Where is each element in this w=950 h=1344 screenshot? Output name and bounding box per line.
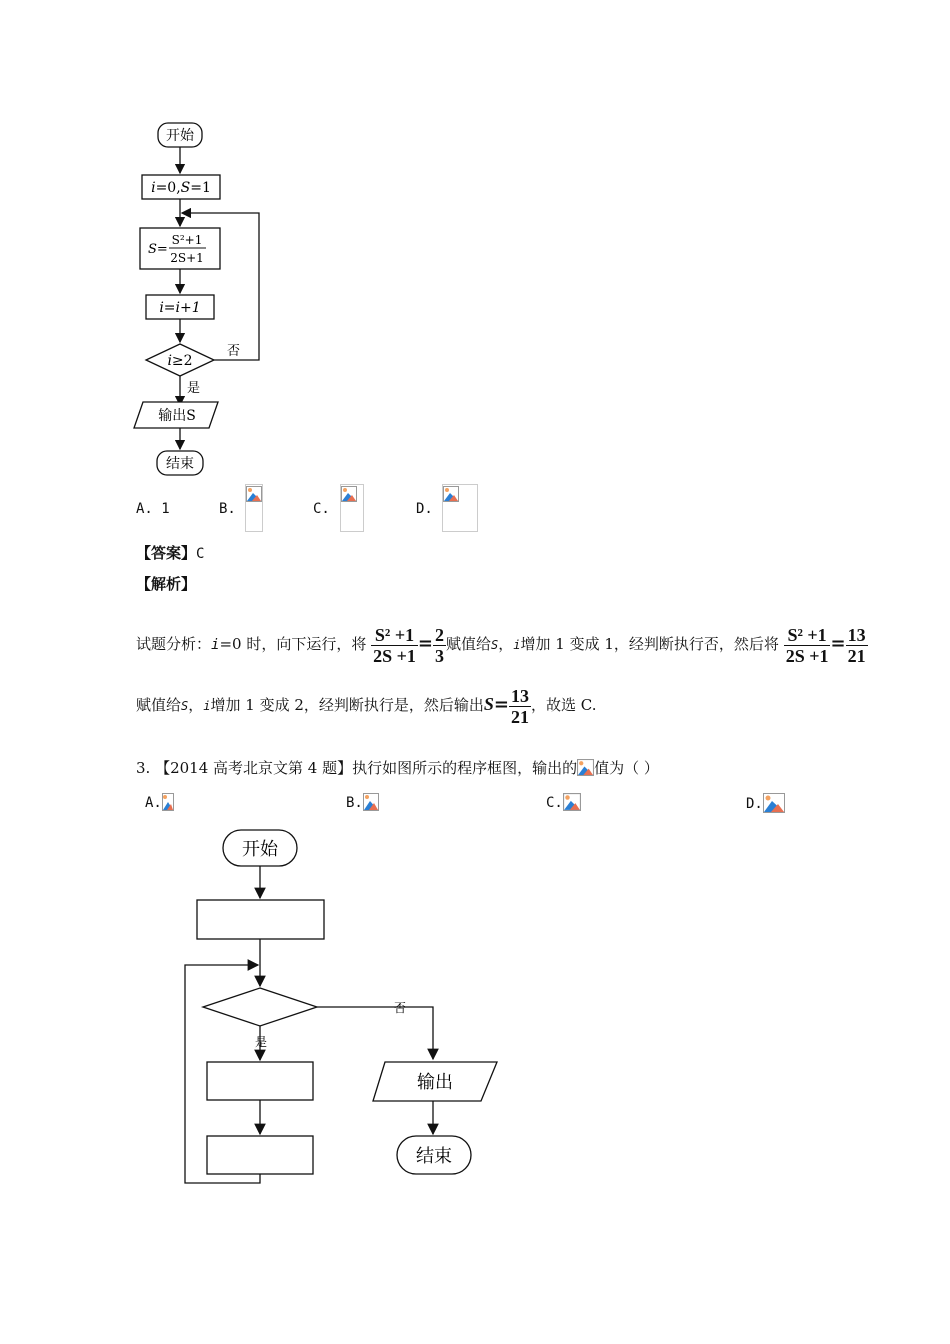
flow1-decision-label: i≥2 xyxy=(167,353,193,369)
flow2-no-label: 否 xyxy=(393,1001,407,1015)
flow2-init-box xyxy=(197,900,324,939)
flow1-yes-label: 是 xyxy=(187,381,201,396)
q3-title: 3. 【2014 高考北京文第 4 题】执行如图所示的程序框图，输出的 值为（ ） xyxy=(136,759,659,777)
flow2-yes-label: 是 xyxy=(255,1035,268,1049)
flowchart-2 xyxy=(175,820,515,1190)
flow1-frac-den: 2S+1 xyxy=(170,251,204,265)
answer-prefix: 【答案】 xyxy=(136,544,197,562)
flow2-process-box-2 xyxy=(207,1136,313,1174)
q3-option-b: B. xyxy=(346,793,379,813)
flow2-start-label: 开始 xyxy=(242,839,278,860)
q2-option-b: B. xyxy=(219,501,236,517)
image-placeholder-icon xyxy=(162,793,174,811)
analysis-line-1: 试题分析：i=0 时，向下运行，将 $\frac{\text{S² +1}}{2S +1}$ = $\frac{2}{3}$ 赋值给S，i增加 1 变成 1，经判断执行否，然后将 $\frac{\text{S² +1}}{2S +1}$ = $\frac{13}{21}$ xyxy=(136,624,866,666)
answer-line xyxy=(136,543,204,564)
image-placeholder-icon xyxy=(563,793,581,811)
flow1-frac-num: S²+1 xyxy=(171,233,203,247)
q2-option-c: C. xyxy=(313,501,330,517)
flow2-end-label: 结束 xyxy=(416,1146,452,1167)
flow2-process-box-1 xyxy=(207,1062,313,1100)
image-placeholder-icon xyxy=(363,793,379,811)
flow2-decision-node xyxy=(203,988,317,1026)
flow1-end-label: 结束 xyxy=(166,456,194,472)
q3-option-c: C. xyxy=(546,793,581,813)
image-placeholder-icon xyxy=(443,486,459,502)
flow1-output-label: 输出S xyxy=(158,408,196,424)
analysis-line-2: 赋值给S，i增加 1 变成 2，经判断执行是，然后输出S= $\frac{13}{21}$ ，故选 C. xyxy=(136,685,597,727)
q3-option-d: D. xyxy=(746,793,785,814)
q2-option-d: D. xyxy=(416,501,433,517)
flowchart-1 xyxy=(120,115,280,485)
fraction-2-3: $\frac{2}{3}$ xyxy=(435,624,444,666)
image-placeholder-icon xyxy=(577,759,594,776)
analysis-title: 【解析】 xyxy=(136,575,197,593)
image-placeholder-icon xyxy=(246,486,262,502)
flow1-increment-label: i=i+1 xyxy=(159,300,201,316)
q3-option-a: A. xyxy=(145,793,174,813)
fraction-13-21: $\frac{13}{21}$ xyxy=(847,624,866,666)
fraction-s2-plus1: $\frac{\text{S² +1}}{2S +1}$ xyxy=(373,624,416,666)
flow1-start-label: 开始 xyxy=(166,128,194,144)
q2-option-a: A. 1 xyxy=(136,501,170,517)
flow1-assign-label: S= xyxy=(148,242,168,257)
image-placeholder-icon xyxy=(341,486,357,502)
flow1-init-label: i=0,S=1 xyxy=(151,180,211,196)
fraction-s2-plus1-b: $\frac{\text{S² +1}}{2S +1}$ xyxy=(785,624,829,666)
image-placeholder-icon xyxy=(763,793,785,813)
flow1-no-label: 否 xyxy=(227,344,241,359)
answer-value: C xyxy=(196,546,205,562)
flow2-output-label: 输出 xyxy=(417,1072,453,1093)
fraction-13-21-b: $\frac{13}{21}$ xyxy=(511,685,530,727)
